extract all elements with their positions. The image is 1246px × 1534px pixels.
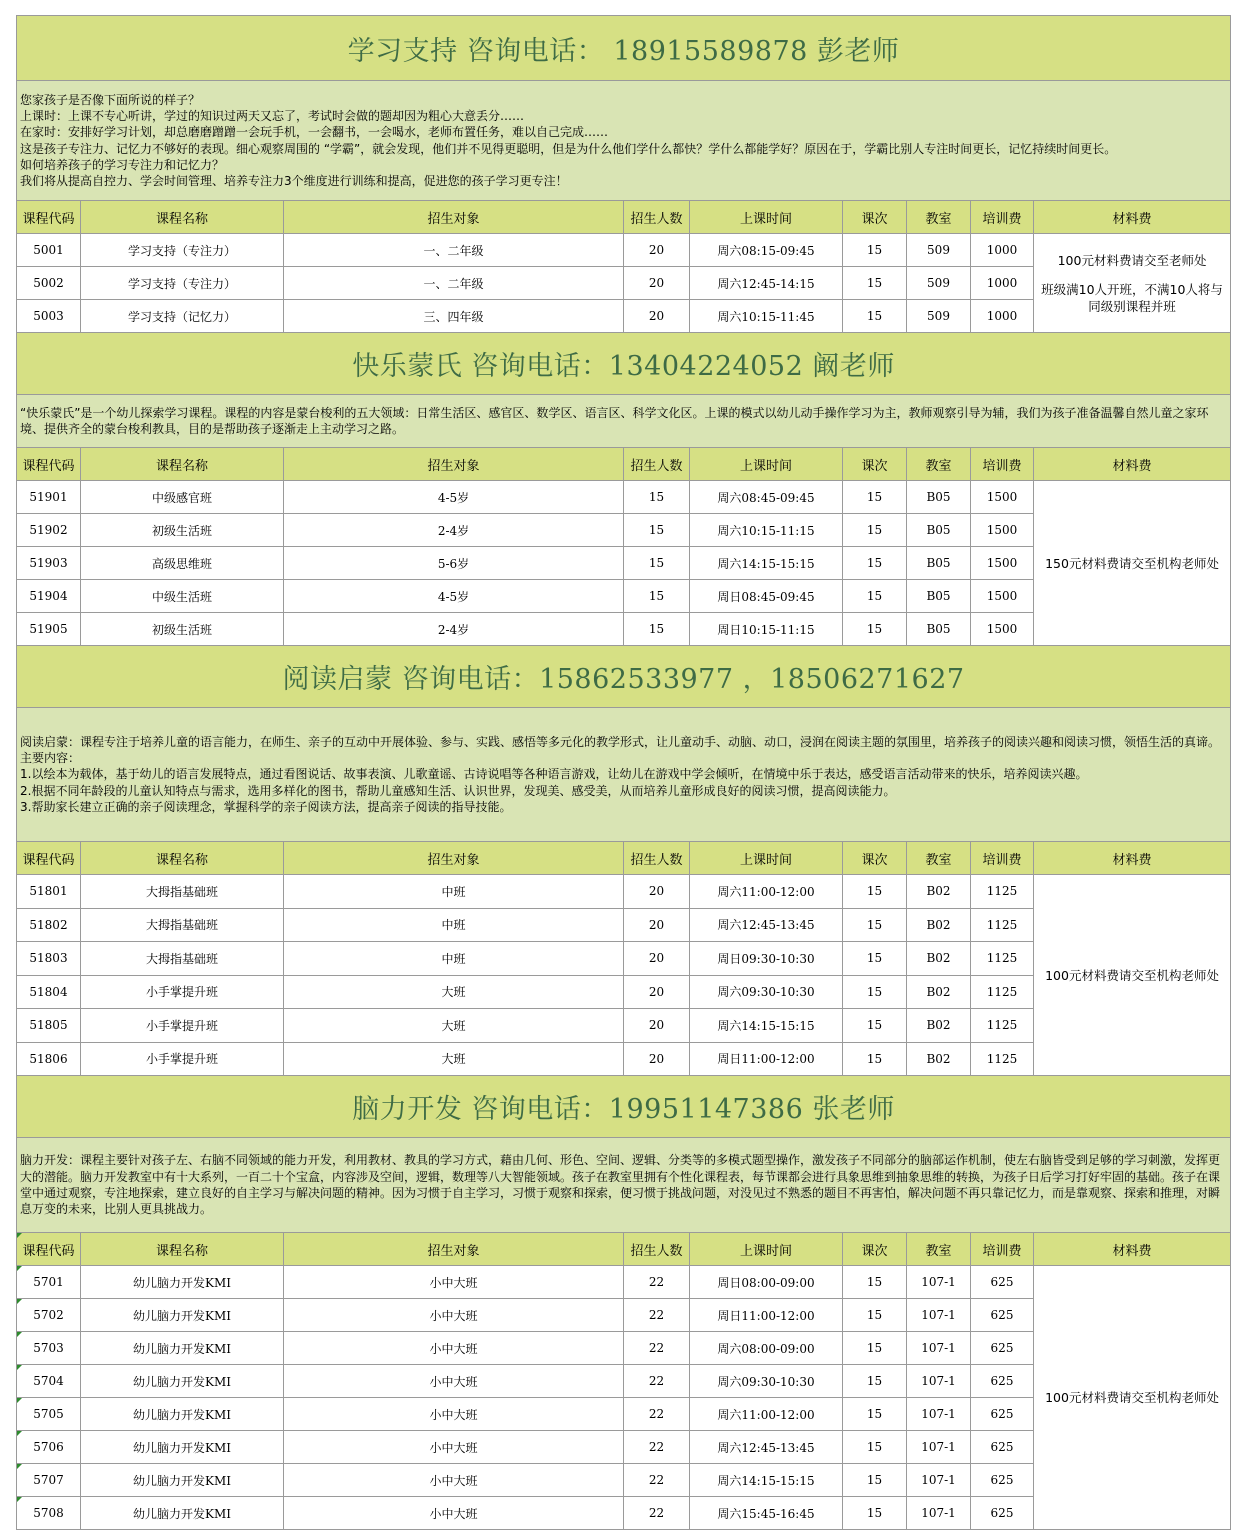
table-cell: 15 — [843, 1266, 907, 1299]
table-cell: 22 — [624, 1266, 690, 1299]
table-cell: 周六10:15-11:15 — [690, 514, 843, 547]
table-cell: 22 — [624, 1464, 690, 1497]
column-header: 教室 — [907, 842, 971, 875]
table-cell: 20 — [624, 1009, 690, 1043]
table-cell: 1500 — [971, 613, 1034, 646]
table-cell: 51902 — [17, 514, 81, 547]
table-cell: 幼儿脑力开发KMI — [81, 1398, 284, 1431]
table-cell: 1125 — [971, 908, 1034, 942]
column-header: 上课时间 — [690, 448, 843, 481]
table-cell: 15 — [843, 1042, 907, 1076]
table-row — [17, 1266, 1231, 1299]
column-header: 招生人数 — [624, 448, 690, 481]
table-row — [17, 875, 1231, 909]
table-cell: 15 — [843, 1365, 907, 1398]
table-cell: 1125 — [971, 942, 1034, 976]
table-cell: 15 — [843, 942, 907, 976]
table-cell: 学习支持（专注力） — [81, 267, 284, 300]
table-cell: 周六14:15-15:15 — [690, 1009, 843, 1043]
description-line: “快乐蒙氏”是一个幼儿探索学习课程。课程的内容是蒙台梭利的五大领域：日常生活区、感官区、数学区、语言区、科学文化区。上课的模式以幼儿动手操作学习为主，教师观察引导为辅，我们为孩子准备温馨自然儿童之家环境、提供齐全的蒙台梭利教具，目的是帮助孩子逐渐走上主动学习之路。 — [20, 405, 1209, 436]
table-cell: 15 — [843, 613, 907, 646]
column-header: 招生人数 — [624, 842, 690, 875]
table-cell: 大拇指基础班 — [81, 875, 284, 909]
table-cell: 小手掌提升班 — [81, 1042, 284, 1076]
column-header: 材料费 — [1034, 448, 1231, 481]
table-cell: 1500 — [971, 514, 1034, 547]
table-cell: 1125 — [971, 975, 1034, 1009]
table-cell: 51904 — [17, 580, 81, 613]
column-header: 上课时间 — [690, 201, 843, 234]
table-cell: 5708 — [17, 1497, 81, 1530]
table-cell: 20 — [624, 942, 690, 976]
column-header: 教室 — [907, 448, 971, 481]
table-cell: 幼儿脑力开发KMI — [81, 1464, 284, 1497]
table-cell: 一、二年级 — [284, 234, 624, 267]
description-line: 脑力开发：课程主要针对孩子左、右脑不同领域的能力开发，利用教材、教具的学习方式，藉由几何、形色、空间、逻辑、分类等的多模式题型操作，激发孩子不同部分的脑部运作机制，使左右脑皆受到足够的学习刺激，发挥更大的潜能。脑力开发教室中有十大系列，一百二十个宝盒，内容涉及空间，逻辑，数理等八大智能领域。孩子在教室里拥有个性化课程表，每节课都会进行具象思维到抽象思维的转换，为孩子日后学习打好牢固的基础。孩子在课堂中通过观察，专注地探索，建立良好的自主学习与解决问题的精神。因为习惯于自主学习，习惯于观察和探索，便习惯于挑战问题，对没见过不熟悉的题目不再害怕，解决问题不再只靠记忆力，而是靠观察、探索和推理，对瞬息万变的未来，比别人更具挑战力。 — [20, 1153, 1221, 1217]
brain-development-description — [17, 1138, 1231, 1233]
table-cell: 幼儿脑力开发KMI — [81, 1431, 284, 1464]
table-cell: 周六12:45-14:15 — [690, 267, 843, 300]
montessori-title-row — [17, 333, 1231, 395]
table-cell: 周六10:15-11:45 — [690, 300, 843, 333]
table-cell: 51803 — [17, 942, 81, 976]
focus-memory-material-fee — [1034, 234, 1231, 333]
brain-development-description-row — [17, 1138, 1231, 1233]
table-cell: 51806 — [17, 1042, 81, 1076]
table-cell: 学习支持（专注力） — [81, 234, 284, 267]
material-fee-note: 100元材料费请交至老师处 — [1057, 252, 1207, 268]
table-cell: 4-5岁 — [284, 481, 624, 514]
table-cell: 625 — [971, 1332, 1034, 1365]
table-cell: 15 — [624, 514, 690, 547]
table-cell: 大班 — [284, 1009, 624, 1043]
montessori-description — [17, 395, 1231, 448]
material-fee-note: 100元材料费请交至机构老师处 — [1045, 967, 1219, 983]
table-cell: 周日10:15-11:15 — [690, 613, 843, 646]
table-cell: 51905 — [17, 613, 81, 646]
table-cell: 20 — [624, 875, 690, 909]
table-cell: 5703 — [17, 1332, 81, 1365]
table-cell: 22 — [624, 1431, 690, 1464]
table-cell: 初级生活班 — [81, 514, 284, 547]
table-cell: 小手掌提升班 — [81, 1009, 284, 1043]
table-cell: 15 — [624, 580, 690, 613]
table-cell: 幼儿脑力开发KMI — [81, 1497, 284, 1530]
course-table — [16, 15, 1231, 1530]
table-cell: B05 — [907, 547, 971, 580]
focus-memory-description-row — [17, 81, 1231, 201]
course-schedule-sheet — [16, 15, 1230, 1530]
table-cell: 5707 — [17, 1464, 81, 1497]
table-cell: 51903 — [17, 547, 81, 580]
column-header: 教室 — [907, 201, 971, 234]
column-header: 招生对象 — [284, 201, 624, 234]
table-cell: 幼儿脑力开发KMI — [81, 1299, 284, 1332]
table-cell: 625 — [971, 1299, 1034, 1332]
column-header: 课程代码 — [17, 201, 81, 234]
column-header: 上课时间 — [690, 1233, 843, 1266]
column-header: 课程代码 — [17, 842, 81, 875]
table-cell: 小中大班 — [284, 1299, 624, 1332]
description-line: 主要内容： — [20, 751, 81, 766]
table-cell: 中班 — [284, 908, 624, 942]
column-header: 培训费 — [971, 201, 1034, 234]
table-cell: 15 — [843, 875, 907, 909]
column-header: 课程名称 — [81, 842, 284, 875]
table-cell: 107-1 — [907, 1497, 971, 1530]
table-cell: 15 — [843, 1299, 907, 1332]
table-cell: 15 — [843, 300, 907, 333]
description-line: 上课时：上课不专心听讲，学过的知识过两天又忘了，考试时会做的题却因为粗心大意丢分…… — [20, 108, 525, 123]
table-cell: B02 — [907, 908, 971, 942]
table-cell: 15 — [843, 1497, 907, 1530]
table-cell: 幼儿脑力开发KMI — [81, 1266, 284, 1299]
table-cell: 中级感官班 — [81, 481, 284, 514]
table-cell: 15 — [843, 908, 907, 942]
table-cell: 1125 — [971, 1009, 1034, 1043]
table-cell: 周日11:00-12:00 — [690, 1299, 843, 1332]
table-cell: 15 — [843, 234, 907, 267]
table-cell: 周六11:00-12:00 — [690, 1398, 843, 1431]
table-cell: 15 — [843, 1332, 907, 1365]
table-cell: 20 — [624, 908, 690, 942]
table-cell: 107-1 — [907, 1464, 971, 1497]
material-fee-note: 100元材料费请交至机构老师处 — [1045, 1390, 1219, 1405]
table-cell: 22 — [624, 1497, 690, 1530]
montessori-header-row — [17, 448, 1231, 481]
table-cell: 20 — [624, 975, 690, 1009]
reading-header-row — [17, 842, 1231, 875]
table-cell: 1000 — [971, 234, 1034, 267]
table-cell: 小中大班 — [284, 1464, 624, 1497]
table-cell: 5701 — [17, 1266, 81, 1299]
table-cell: 20 — [624, 234, 690, 267]
table-cell: 一、二年级 — [284, 267, 624, 300]
table-cell: 625 — [971, 1365, 1034, 1398]
table-cell: 周六11:00-12:00 — [690, 875, 843, 909]
table-cell: 15 — [843, 580, 907, 613]
table-cell: 20 — [624, 1042, 690, 1076]
table-cell: 51801 — [17, 875, 81, 909]
table-cell: B05 — [907, 481, 971, 514]
table-cell: 22 — [624, 1365, 690, 1398]
table-cell: 周日09:30-10:30 — [690, 942, 843, 976]
table-row — [17, 481, 1231, 514]
table-cell: 大班 — [284, 975, 624, 1009]
table-cell: 1500 — [971, 580, 1034, 613]
table-cell: 4-5岁 — [284, 580, 624, 613]
table-cell: 中级生活班 — [81, 580, 284, 613]
reading-material-fee — [1034, 875, 1231, 1076]
column-header: 培训费 — [971, 448, 1034, 481]
table-cell: 20 — [624, 300, 690, 333]
montessori-title: 快乐蒙氏 咨询电话：13404224052 阚老师 — [17, 333, 1231, 395]
table-cell: 15 — [624, 547, 690, 580]
table-cell: 51804 — [17, 975, 81, 1009]
brain-development-material-fee — [1034, 1266, 1231, 1530]
column-header: 上课时间 — [690, 842, 843, 875]
table-cell: B02 — [907, 1042, 971, 1076]
table-cell: 51901 — [17, 481, 81, 514]
focus-memory-title: 学习支持 咨询电话： 18915589878 彭老师 — [17, 16, 1231, 81]
table-cell: B05 — [907, 514, 971, 547]
table-cell: 509 — [907, 300, 971, 333]
description-line: 在家时：安排好学习计划，却总磨磨蹭蹭一会玩手机，一会翻书，一会喝水，老师布置任务，难以自己完成…… — [20, 125, 609, 140]
column-header: 材料费 — [1034, 1233, 1231, 1266]
table-cell: 1125 — [971, 875, 1034, 909]
table-cell: 中班 — [284, 875, 624, 909]
montessori-description-row — [17, 395, 1231, 448]
table-cell: 107-1 — [907, 1332, 971, 1365]
description-line: 3.帮助家长建立正确的亲子阅读理念，掌握科学的亲子阅读方法，提高亲子阅读的指导技能。 — [20, 799, 512, 814]
brain-development-title-row — [17, 1076, 1231, 1138]
column-header: 招生对象 — [284, 842, 624, 875]
table-cell: 学习支持（记忆力） — [81, 300, 284, 333]
table-cell: 小中大班 — [284, 1332, 624, 1365]
table-cell: B02 — [907, 942, 971, 976]
column-header: 课程名称 — [81, 1233, 284, 1266]
montessori-material-fee — [1034, 481, 1231, 646]
table-cell: 15 — [843, 1464, 907, 1497]
focus-memory-description — [17, 81, 1231, 201]
description-line: 这是孩子专注力、记忆力不够好的表现。细心观察周围的 “学霸”，就会发现，他们并不见得更聪明，但是为什么他们学什么都快？学什么都能学好？原因在于，学霸比别人专注时间更长，记忆持续时间更长。 — [20, 141, 1117, 156]
table-cell: 周六14:15-15:15 — [690, 547, 843, 580]
table-cell: 51805 — [17, 1009, 81, 1043]
table-cell: 15 — [843, 975, 907, 1009]
table-cell: 15 — [624, 481, 690, 514]
table-cell: 22 — [624, 1332, 690, 1365]
table-cell: 51802 — [17, 908, 81, 942]
table-cell: 20 — [624, 267, 690, 300]
table-cell: 22 — [624, 1299, 690, 1332]
brain-development-title: 脑力开发 咨询电话：19951147386 张老师 — [17, 1076, 1231, 1138]
description-line: 阅读启蒙：课程专注于培养儿童的语言能力，在师生、亲子的互动中开展体验、参与、实践、感悟等多元化的教学形式，让儿童动手、动脑、动口，浸润在阅读主题的氛围里，培养孩子的阅读兴趣和阅读习惯，领悟生活的真谛。 — [20, 734, 1221, 749]
table-cell: 15 — [843, 1431, 907, 1464]
table-cell: 周六08:45-09:45 — [690, 481, 843, 514]
table-cell: 大班 — [284, 1042, 624, 1076]
table-cell: 107-1 — [907, 1365, 971, 1398]
column-header: 培训费 — [971, 842, 1034, 875]
table-cell: B02 — [907, 1009, 971, 1043]
table-cell: 15 — [843, 1398, 907, 1431]
table-cell: 中班 — [284, 942, 624, 976]
table-cell: 周六15:45-16:45 — [690, 1497, 843, 1530]
table-cell: 周日08:45-09:45 — [690, 580, 843, 613]
table-cell: 大拇指基础班 — [81, 942, 284, 976]
column-header: 招生对象 — [284, 448, 624, 481]
table-cell: 2-4岁 — [284, 613, 624, 646]
column-header: 课程代码 — [17, 448, 81, 481]
table-cell: 1500 — [971, 547, 1034, 580]
column-header: 课程代码 — [17, 1233, 81, 1266]
reading-title: 阅读启蒙 咨询电话：15862533977 ，18506271627 — [17, 646, 1231, 708]
column-header: 招生人数 — [624, 201, 690, 234]
table-cell: 5706 — [17, 1431, 81, 1464]
table-cell: 1000 — [971, 267, 1034, 300]
table-cell: 大拇指基础班 — [81, 908, 284, 942]
table-cell: 初级生活班 — [81, 613, 284, 646]
table-cell: 周六12:45-13:45 — [690, 908, 843, 942]
table-cell: 22 — [624, 1398, 690, 1431]
table-cell: 小手掌提升班 — [81, 975, 284, 1009]
table-cell: 625 — [971, 1497, 1034, 1530]
description-line: 1.以绘本为载体，基于幼儿的语言发展特点，通过看图说话、故事表演、儿歌童谣、古诗说唱等各种语言游戏，让幼儿在游戏中学会倾听，在情境中乐于表达，感受语言活动带来的快乐，培养阅读兴趣。 — [20, 767, 1088, 782]
column-header: 材料费 — [1034, 201, 1231, 234]
table-cell: 5704 — [17, 1365, 81, 1398]
table-cell: 周六08:15-09:45 — [690, 234, 843, 267]
table-cell: 1500 — [971, 481, 1034, 514]
column-header: 课程名称 — [81, 448, 284, 481]
material-fee-note: 班级满10人开班，不满10人将与同级别课程并班 — [1041, 281, 1223, 314]
reading-description-row — [17, 708, 1231, 842]
table-cell: 幼儿脑力开发KMI — [81, 1332, 284, 1365]
column-header: 课次 — [843, 448, 907, 481]
table-cell: 509 — [907, 234, 971, 267]
column-header: 招生对象 — [284, 1233, 624, 1266]
reading-title-row — [17, 646, 1231, 708]
column-header: 教室 — [907, 1233, 971, 1266]
table-cell: 107-1 — [907, 1266, 971, 1299]
table-cell: 5702 — [17, 1299, 81, 1332]
column-header: 课次 — [843, 201, 907, 234]
brain-development-header-row — [17, 1233, 1231, 1266]
table-cell: 5-6岁 — [284, 547, 624, 580]
table-cell: 周六08:00-09:00 — [690, 1332, 843, 1365]
reading-description — [17, 708, 1231, 842]
table-cell: 15 — [843, 481, 907, 514]
table-cell: 5001 — [17, 234, 81, 267]
table-cell: B02 — [907, 975, 971, 1009]
table-cell: 15 — [843, 1009, 907, 1043]
table-cell: 107-1 — [907, 1299, 971, 1332]
table-cell: 周六14:15-15:15 — [690, 1464, 843, 1497]
table-cell: 小中大班 — [284, 1398, 624, 1431]
table-cell: 15 — [843, 514, 907, 547]
table-cell: 5705 — [17, 1398, 81, 1431]
table-cell: 周日11:00-12:00 — [690, 1042, 843, 1076]
table-cell: 625 — [971, 1398, 1034, 1431]
column-header: 课次 — [843, 842, 907, 875]
table-cell: 107-1 — [907, 1431, 971, 1464]
table-cell: B02 — [907, 875, 971, 909]
table-cell: 三、四年级 — [284, 300, 624, 333]
table-cell: 15 — [624, 613, 690, 646]
table-cell: 幼儿脑力开发KMI — [81, 1365, 284, 1398]
column-header: 培训费 — [971, 1233, 1034, 1266]
column-header: 课程名称 — [81, 201, 284, 234]
table-cell: 2-4岁 — [284, 514, 624, 547]
column-header: 招生人数 — [624, 1233, 690, 1266]
material-fee-note: 150元材料费请交至机构老师处 — [1045, 555, 1219, 571]
table-cell: 625 — [971, 1266, 1034, 1299]
description-line: 我们将从提高自控力、学会时间管理、培养专注力3个维度进行训练和提高，促进您的孩子学习更专注！ — [20, 174, 568, 189]
table-cell: 107-1 — [907, 1398, 971, 1431]
table-cell: 周日08:00-09:00 — [690, 1266, 843, 1299]
table-cell: 小中大班 — [284, 1431, 624, 1464]
table-cell: 509 — [907, 267, 971, 300]
focus-memory-title-row — [17, 16, 1231, 81]
table-cell: B05 — [907, 613, 971, 646]
table-cell: B05 — [907, 580, 971, 613]
table-cell: 小中大班 — [284, 1497, 624, 1530]
table-cell: 周六09:30-10:30 — [690, 1365, 843, 1398]
description-line: 您家孩子是否像下面所说的样子？ — [20, 92, 201, 107]
table-cell: 15 — [843, 547, 907, 580]
table-cell: 625 — [971, 1431, 1034, 1464]
table-row — [17, 234, 1231, 267]
table-cell: 5002 — [17, 267, 81, 300]
table-cell: 周六09:30-10:30 — [690, 975, 843, 1009]
table-cell: 625 — [971, 1464, 1034, 1497]
description-line: 2.根据不同年龄段的儿童认知特点与需求，选用多样化的图书，帮助儿童感知生活、认识世界，发现美、感受美，从而培养儿童形成良好的阅读习惯，提高阅读能力。 — [20, 783, 896, 798]
table-cell: 1125 — [971, 1042, 1034, 1076]
column-header: 材料费 — [1034, 842, 1231, 875]
column-header: 课次 — [843, 1233, 907, 1266]
focus-memory-header-row — [17, 201, 1231, 234]
table-cell: 小中大班 — [284, 1266, 624, 1299]
description-line: 如何培养孩子的学习专注力和记忆力？ — [20, 157, 225, 172]
table-cell: 小中大班 — [284, 1365, 624, 1398]
table-cell: 15 — [843, 267, 907, 300]
table-cell: 周六12:45-13:45 — [690, 1431, 843, 1464]
table-cell: 高级思维班 — [81, 547, 284, 580]
table-cell: 5003 — [17, 300, 81, 333]
table-cell: 1000 — [971, 300, 1034, 333]
